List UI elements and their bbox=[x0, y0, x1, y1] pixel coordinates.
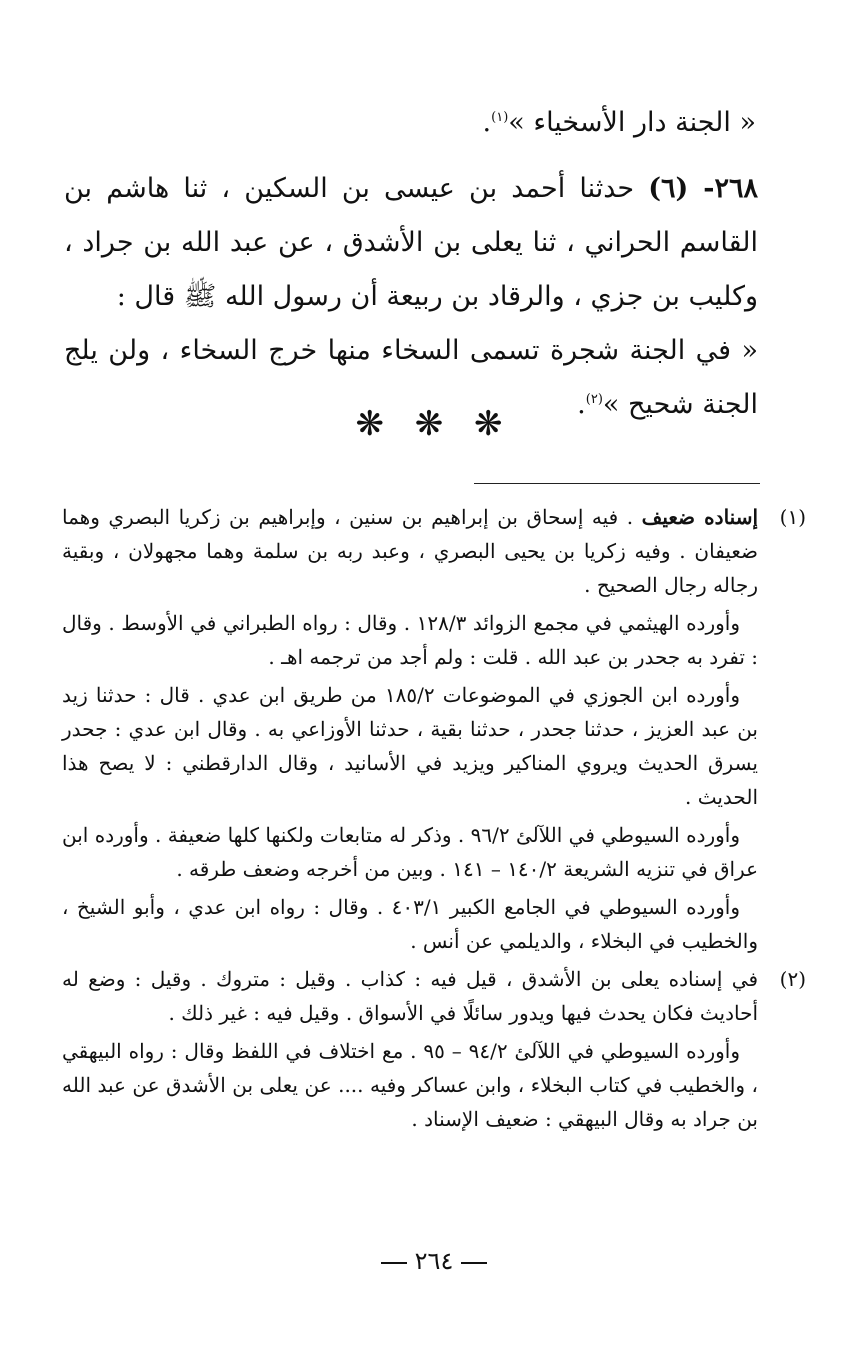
footnote-paragraph: إسناده ضعيف . فيه إسحاق بن إبراهيم بن سنين ، وإبراهيم بن زكريا البصري وهما ضعيفان . وفيه زكريا بن يحيى البصري ، وعبد ربه بن سلمة وهما مجهولان ، وبقية رجاله رجال الصحيح . bbox=[62, 505, 759, 597]
dash-right bbox=[461, 1262, 487, 1264]
footnote-paragraph: وأورده الهيثمي في مجمع الزوائد ١٢٨/٣ . وقال : رواه الطبراني في الأوسط . وقال : تفرد به جحدر بن عبد الله . قلت : ولم أجد من ترجمه اهـ . bbox=[62, 611, 758, 669]
footnote-ref-2: (٢) bbox=[585, 392, 603, 407]
footnote-number: (٢) bbox=[779, 967, 806, 991]
main-text bbox=[64, 96, 758, 432]
quote-paradise-generous: « الجنة دار الأسخياء »$^{(١)}$. bbox=[482, 107, 756, 138]
footnote-lead: إسناده ضعيف bbox=[641, 505, 759, 529]
hadith-268 bbox=[64, 162, 758, 324]
page-number: ٢٦٤ bbox=[0, 1247, 868, 1275]
footnote-1 bbox=[62, 500, 806, 958]
hadith-isnad: حدثنا أحمد بن عيسى بن السكين ، ثنا هاشم بن القاسم الحراني ، ثنا يعلى بن الأشدق ، عن عبد الله بن جراد ، وكليب بن جزي ، والرقاد بن ربيعة أن رسول الله ﷺ قال : bbox=[64, 173, 758, 312]
footnote-divider bbox=[474, 483, 760, 484]
footnote-paragraph: وأورده ابن الجوزي في الموضوعات ١٨٥/٢ من طريق ابن عدي . قال : حدثنا زيد بن عبد العزيز ، حدثنا جحدر ، حدثنا بقية ، حدثنا الأوزاعي به . وقال ابن عدي : جحدر يسرق الحديث ويروي المناكير ويزيد في الأسانيد ، وقال الدارقطني : لا يصح هذا الحديث . bbox=[62, 683, 758, 809]
footnote-ref-1: (١) bbox=[491, 110, 509, 125]
footnote-paragraph: في إسناده يعلى بن الأشدق ، قيل فيه : كذاب . وقيل : متروك . وقيل : وضع له أحاديث فكان يحدث فيها ويدور سائلًا في الأسواق . وقيل فيه : غير ذلك . bbox=[62, 967, 759, 1025]
footnote-2 bbox=[62, 962, 806, 1136]
footnotes bbox=[62, 500, 806, 1140]
section-separator: ❋ ❋ ❋ bbox=[355, 404, 513, 444]
footnote-paragraph: وأورده السيوطي في اللآلئ ٩٦/٢ . وذكر له متابعات ولكنها كلها ضعيفة . وأورده ابن عراق في تنزيه الشريعة ١٤٠/٢ – ١٤١ . وبين من أخرجه وضعف طرقه . bbox=[62, 823, 758, 881]
footnote-number: (١) bbox=[779, 505, 806, 529]
hadith-number: ٢٦٨- (٦) bbox=[648, 173, 758, 204]
quote-tree-generosity: « في الجنة شجرة تسمى السخاء منها خرج السخاء ، ولن يلج الجنة شحيح »$^{(٢)}$. bbox=[64, 335, 758, 420]
footnote-paragraph: وأورده السيوطي في اللآلئ ٩٤/٢ – ٩٥ . مع اختلاف في اللفظ وقال : رواه البيهقي ، والخطيب في كتاب البخلاء ، وابن عساكر وفيه .... عن يعلى بن الأشدق عن عبد الله بن جراد به وقال البيهقي : ضعيف الإسناد . bbox=[62, 1039, 758, 1131]
footnote-paragraph: وأورده السيوطي في الجامع الكبير ٤٠٣/١ . وقال : رواه ابن عدي ، وأبو الشيخ ، والخطيب في البخلاء ، والديلمي عن أنس . bbox=[62, 895, 758, 953]
dash-left bbox=[381, 1262, 407, 1264]
